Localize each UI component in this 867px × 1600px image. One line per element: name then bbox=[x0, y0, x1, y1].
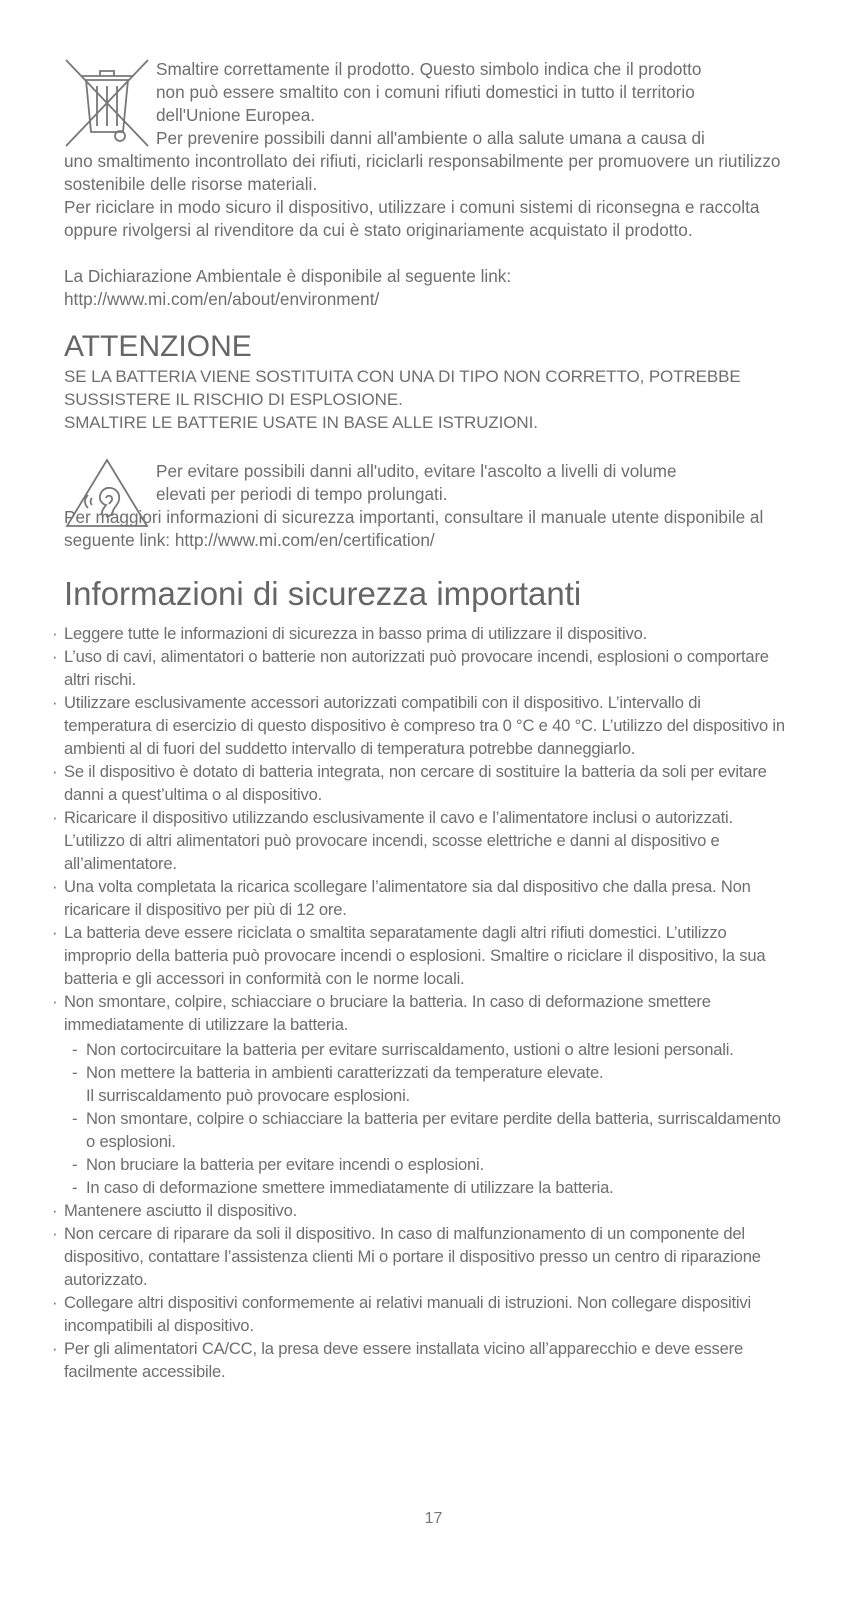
safety-title: Informazioni di sicurezza importanti bbox=[64, 575, 582, 612]
list-item: · Leggere tutte le informazioni di sicurezza in basso prima di utilizzare il dispositivo. bbox=[52, 624, 648, 643]
hearing-more-info: Per maggiori informazioni di sicurezza importanti, consultare il manuale utente disponibile al seguente link: http://www.mi.com/en/certification/ bbox=[64, 507, 764, 550]
list-item: · Ricaricare il dispositivo utilizzando esclusivamente il cavo e l’alimentatore inclusi o autorizzati. L’utilizzo di altri alimentatori può provocare incendi, scosse elettriche e danni al dispositivo e all’alimentatore. bbox=[52, 808, 733, 873]
hearing-line-1: Per evitare possibili danni all'udito, evitare l'ascolto a livelli di volume bbox=[156, 461, 677, 481]
attenzione-title: ATTENZIONE bbox=[64, 330, 252, 363]
manual-page bbox=[52, 58, 786, 1383]
env-label: La Dichiarazione Ambientale è disponibile al seguente link: bbox=[64, 266, 512, 286]
crossed-out-bin-icon bbox=[64, 58, 150, 150]
weee-text-rest: uno smaltimento incontrollato dei rifiuti, riciclarli responsabilmente per promuovere un riutilizzo sostenibile delle risorse materiali. bbox=[64, 151, 781, 194]
list-item: · Non smontare, colpire, schiacciare o bruciare la batteria. In caso di deformazione smettere immediatamente di utilizzare la batteria. - Non cortocircuitare la batteria per evitare surriscaldamento, ustioni o altre lesioni personali. - Non mettere la batteria in ambienti caratterizzati da temperature elevate. Il surriscaldamento può provocare esplosioni. - Non smontare, colpire o schiacciare la batteria per evitare perdite della batteria, surriscaldamento o esplosioni. - Non bruciare la batteria per evitare incendi o esplosioni. - In caso di deformazione smettere immediatamente di utilizzare la batteria. bbox=[64, 990, 786, 1199]
list-item: · Mantenere asciutto il dispositivo. bbox=[52, 1201, 298, 1220]
weee-line-3: dell'Unione Europea. bbox=[156, 105, 316, 125]
hearing-warning-icon bbox=[64, 456, 150, 528]
hearing-line-2: elevati per periodi di tempo prolungati. bbox=[156, 484, 448, 504]
sub-list-item: - Non mettere la batteria in ambienti caratterizzati da temperature elevate. Il surriscaldamento può provocare esplosioni. bbox=[72, 1063, 604, 1105]
sub-list-item: - Non smontare, colpire o schiacciare la batteria per evitare perdite della batteria, surriscaldamento o esplosioni. bbox=[72, 1109, 781, 1151]
list-item: · Utilizzare esclusivamente accessori autorizzati compatibili con il dispositivo. L’intervallo di temperatura di esercizio di questo dispositivo è compreso tra 0 °C e 40 °C. L’utilizzo del dispositivo in ambienti al di fuori del suddetto intervallo di temperatura potrebbe danneggiarlo. bbox=[52, 693, 785, 758]
safety-list bbox=[52, 622, 786, 1383]
page-number: 17 bbox=[424, 1510, 443, 1527]
list-item: · La batteria deve essere riciclata o smaltita separatamente dagli altri rifiuti domestici. L’utilizzo improprio della batteria può provocare incendi o esplosioni. Smaltire o riciclare il dispositivo, la sua batteria e gli accessori in conformità con le norme locali. bbox=[52, 923, 766, 988]
list-item: · Non cercare di riparare da soli il dispositivo. In caso di malfunzionamento di un componente del dispositivo, contattare l’assistenza clienti Mi o portare il dispositivo presso un centro di riparazione autorizzato. bbox=[52, 1224, 761, 1289]
list-item: · Se il dispositivo è dotato di batteria integrata, non cercare di sostituire la batteria da soli per evitare danni a quest’ultima o al dispositivo. bbox=[52, 762, 767, 804]
battery-sub-list bbox=[64, 1038, 786, 1199]
weee-line-2: non può essere smaltito con i comuni rifiuti domestici in tutto il territorio bbox=[156, 82, 695, 102]
list-item: · Una volta completata la ricarica scollegare l’alimentatore sia dal dispositivo che dalla presa. Non ricaricare il dispositivo per più di 12 ore. bbox=[52, 877, 751, 919]
weee-recycle-text: Per riciclare in modo sicuro il dispositivo, utilizzare i comuni sistemi di riconsegna e raccolta oppure rivolgersi al rivenditore da cui è stato originariamente acquistato il prodotto. bbox=[64, 197, 760, 240]
weee-line-4: Per prevenire possibili danni all'ambiente o alla salute umana a causa di bbox=[156, 128, 705, 148]
sub-list-item: - In caso di deformazione smettere immediatamente di utilizzare la batteria. bbox=[72, 1178, 614, 1197]
attenzione-warning-2: SMALTIRE LE BATTERIE USATE IN BASE ALLE ISTRUZIONI. bbox=[64, 413, 538, 432]
environment-declaration bbox=[64, 265, 786, 311]
safety-section bbox=[52, 574, 786, 1383]
sub-list-item: - Non bruciare la batteria per evitare incendi o esplosioni. bbox=[72, 1155, 484, 1174]
weee-line-1: Smaltire correttamente il prodotto. Questo simbolo indica che il prodotto bbox=[156, 59, 702, 79]
attenzione-section bbox=[64, 329, 786, 434]
sub-list-item: - Non cortocircuitare la batteria per evitare surriscaldamento, ustioni o altre lesioni personali. bbox=[72, 1040, 734, 1059]
env-link[interactable]: http://www.mi.com/en/about/environment/ bbox=[64, 289, 380, 309]
list-item: · Collegare altri dispositivi conformemente ai relativi manuali di istruzioni. Non collegare dispositivi incompatibili al dispositivo. bbox=[52, 1293, 751, 1335]
list-item: · Per gli alimentatori CA/CC, la presa deve essere installata vicino all’apparecchio e deve essere facilmente accessibile. bbox=[52, 1339, 744, 1381]
list-item: · L’uso di cavi, alimentatori o batterie non autorizzati può provocare incendi, esplosioni o comportare altri rischi. bbox=[52, 647, 769, 689]
hearing-section bbox=[64, 460, 786, 552]
weee-section bbox=[64, 58, 786, 242]
attenzione-warning-1: SE LA BATTERIA VIENE SOSTITUITA CON UNA DI TIPO NON CORRETTO, POTREBBE SUSSISTERE IL RISCHIO DI ESPLOSIONE. bbox=[64, 367, 741, 409]
